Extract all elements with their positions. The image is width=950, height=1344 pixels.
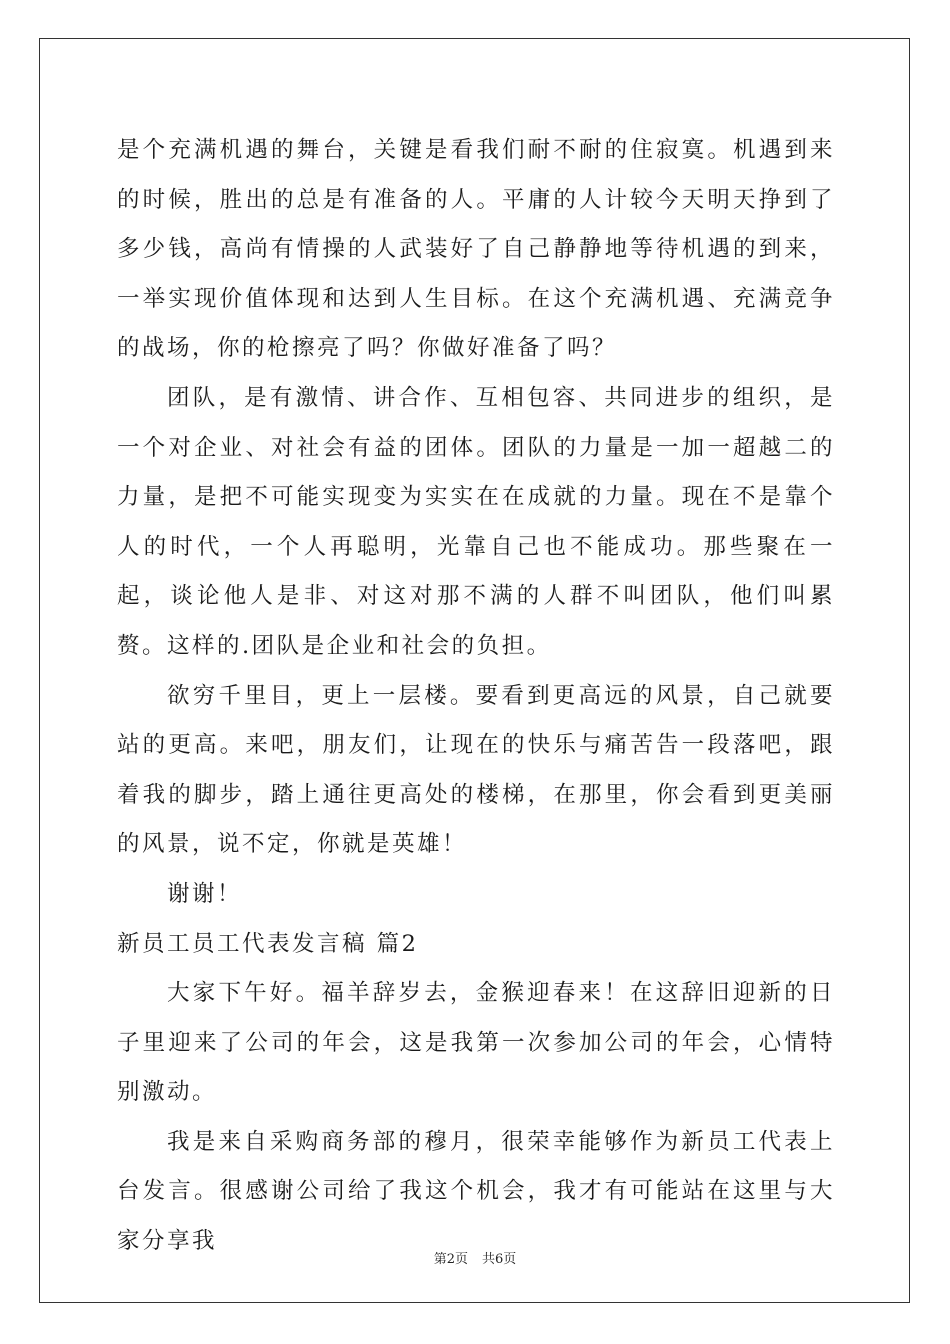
section-heading: 新员工员工代表发言稿 篇2 [117, 930, 419, 957]
paragraph-thanks: 谢谢！ [167, 880, 243, 907]
page-total: 共6页 [482, 1252, 517, 1267]
paragraph-introduction: 我是来自采购商务部的穆月，很荣幸能够作为新员工代表上台发言。很感谢公司给了我这个机会，我才有可能站在这里与大家分享我 [117, 1128, 835, 1255]
page-footer [0, 1248, 950, 1267]
paragraph-climb-higher: 欲穷千里目，更上一层楼。要看到更高远的风景，自己就要站的更高。来吧，朋友们，让现在的快乐与痛苦告一段落吧，跟着我的脚步，踏上通往更高处的楼梯，在那里，你会看到更美丽的风景，说不定，你就是英雄！ [117, 682, 835, 858]
paragraph-team: 团队，是有激情、讲合作、互相包容、共同进步的组织，是一个对企业、对社会有益的团体。团队的力量是一加一超越二的力量，是把不可能实现变为实实在在成就的力量。现在不是靠个人的时代，一个人再聪明，光靠自己也不能成功。那些聚在一起，谈论他人是非、对这对那不满的人群不叫团队，他们叫累赘。这样的.团队是企业和社会的负担。 [117, 384, 835, 659]
paragraph-continued: 是个充满机遇的舞台，关键是看我们耐不耐的住寂寞。机遇到来的时候，胜出的总是有准备的人。平庸的人计较今天明天挣到了多少钱，高尚有情操的人武装好了自己静静地等待机遇的到来，一举实现价值体现和达到人生目标。在这个充满机遇、充满竞争的战场，你的枪擦亮了吗？你做好准备了吗？ [117, 137, 835, 362]
paragraph-greeting: 大家下午好。福羊辞岁去，金猴迎春来！在这辞旧迎新的日子里迎来了公司的年会，这是我第一次参加公司的年会，心情特别激动。 [117, 980, 835, 1106]
document-body [117, 126, 835, 1267]
page-number: 第2页 [433, 1252, 468, 1267]
